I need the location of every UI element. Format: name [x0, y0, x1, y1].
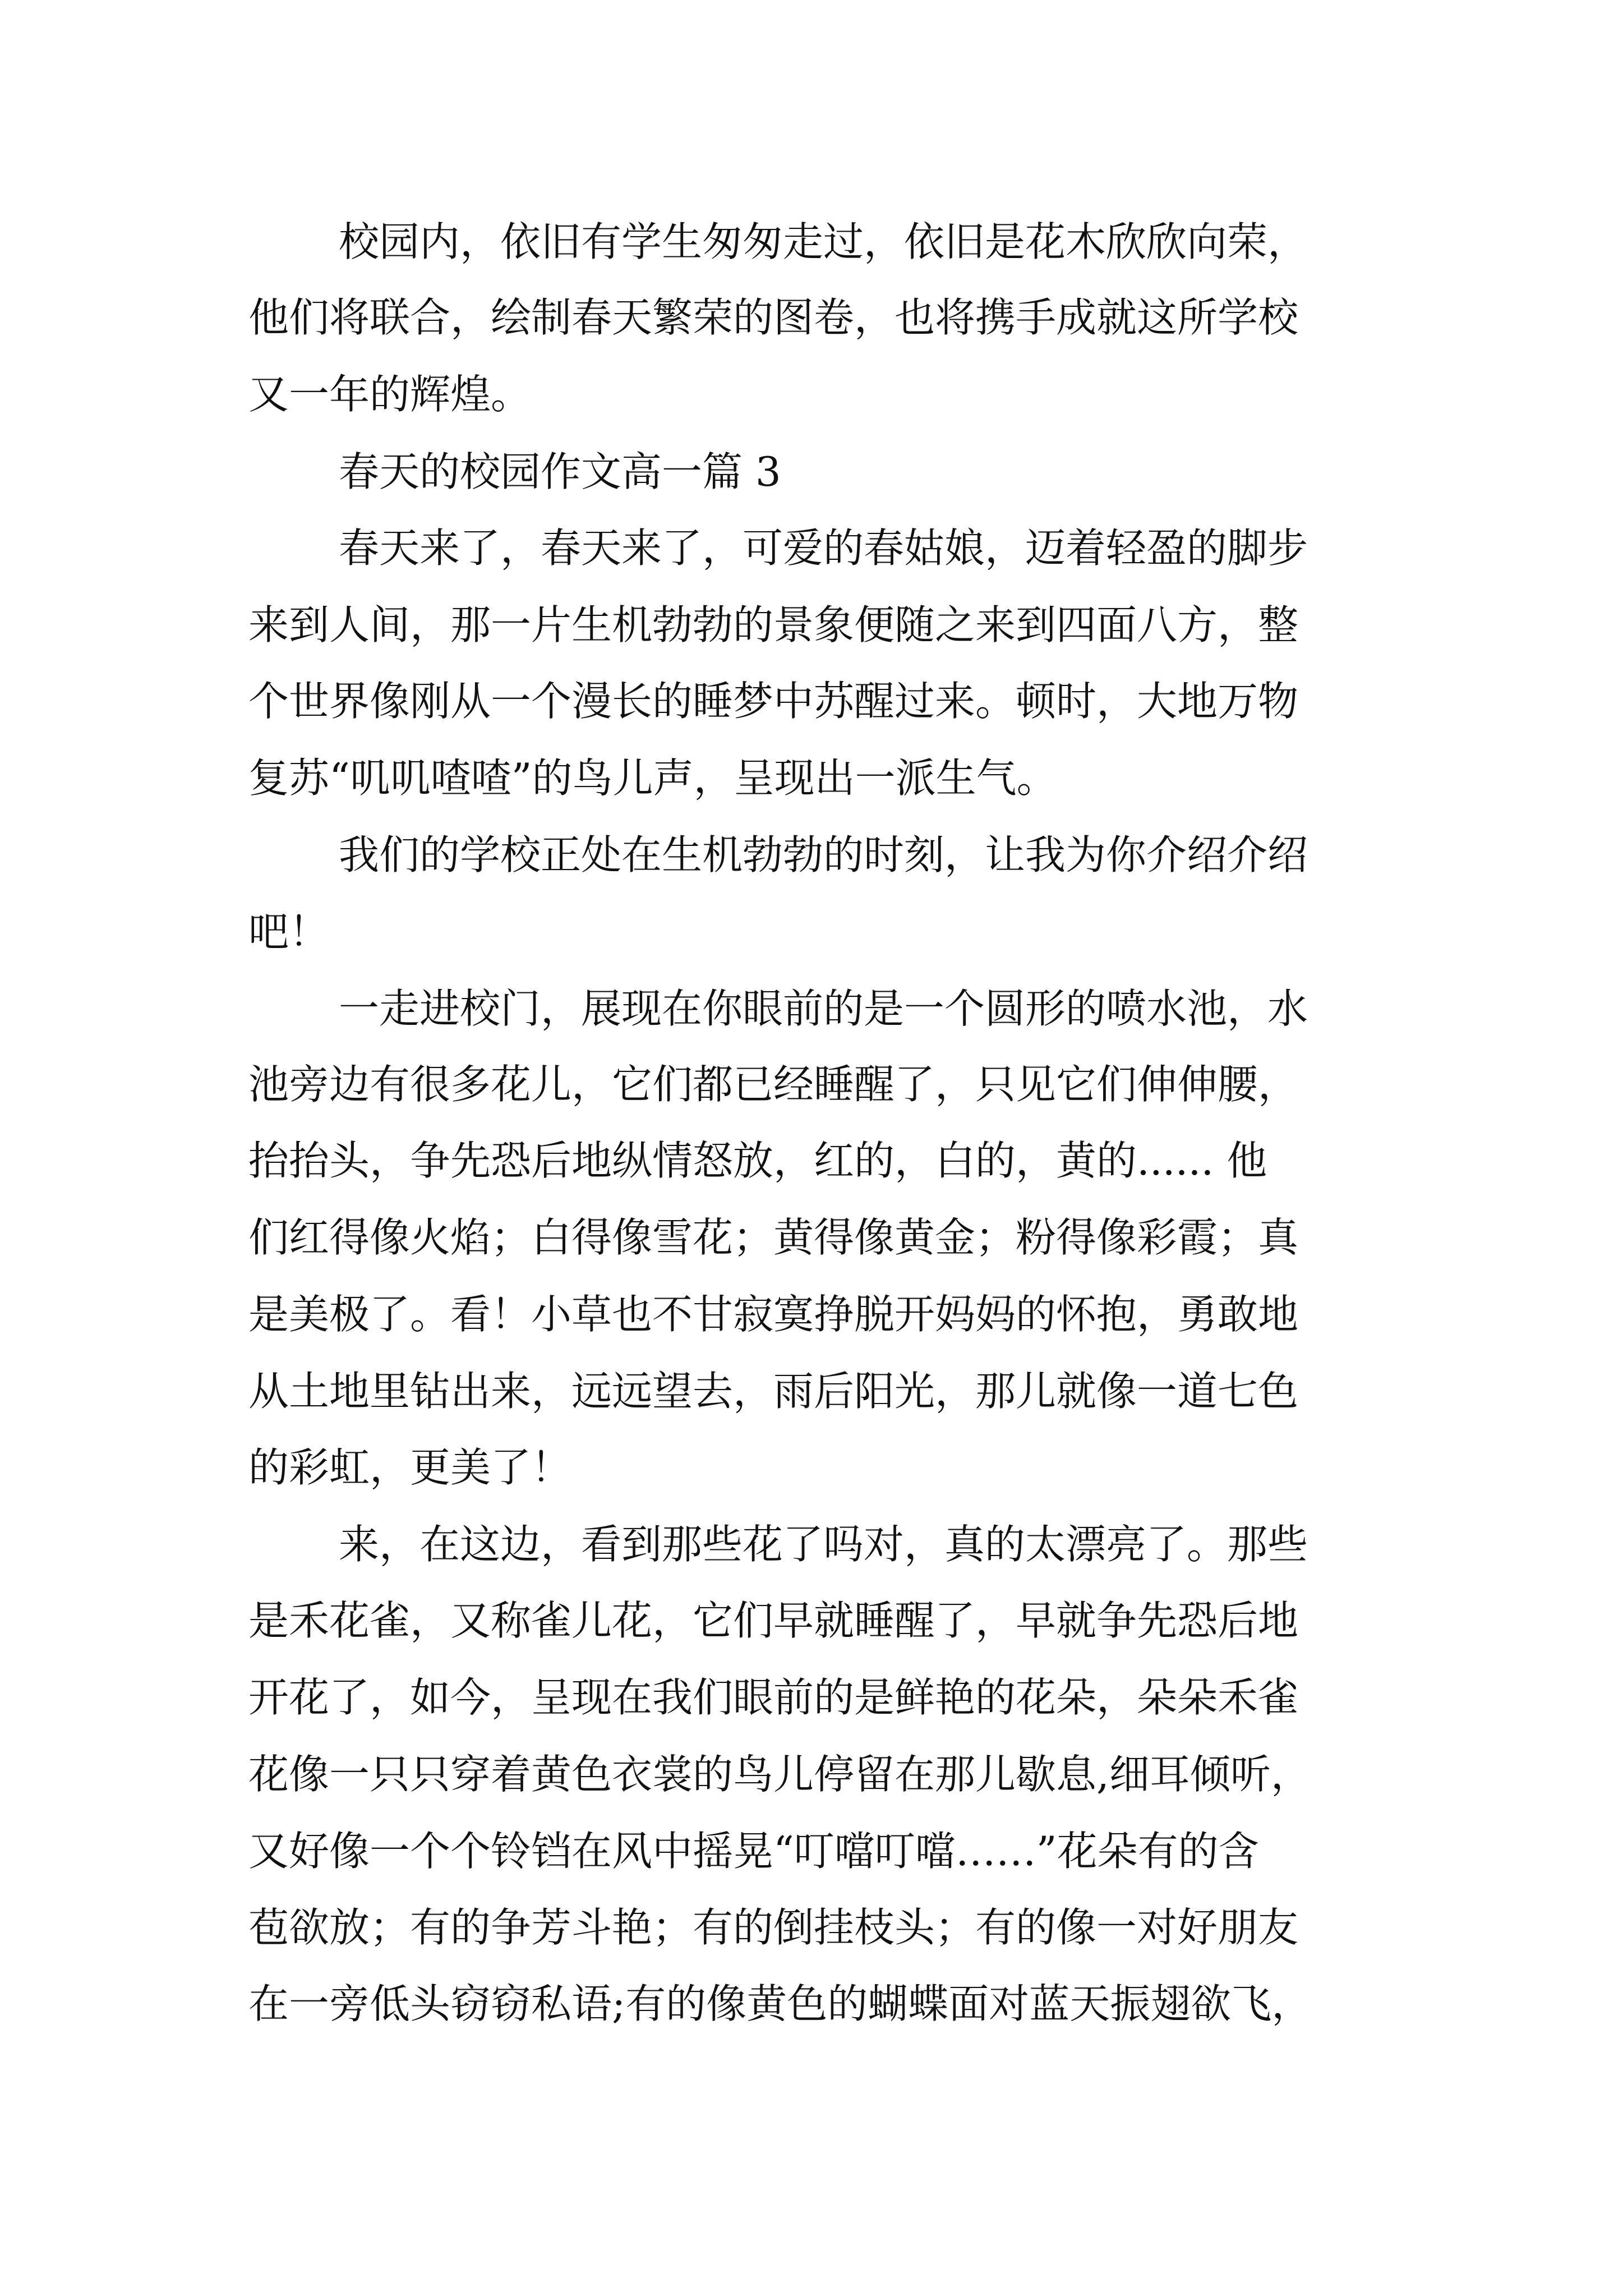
text-line: 苞欲放；有的争芳斗艳；有的倒挂枝头；有的像一对好朋友	[248, 1904, 1299, 1951]
text-line: 池旁边有很多花儿，它们都已经睡醒了，只见它们伸伸腰，	[248, 1061, 1299, 1108]
text-line: 花像一只只穿着黄色衣裳的鸟儿停留在那儿歇息,细耳倾听，	[248, 1751, 1311, 1798]
text-line: 开花了，如今，呈现在我们眼前的是鲜艳的花朵，朵朵禾雀	[248, 1674, 1299, 1721]
text-line: 来，在这边，看到那些花了吗对，真的太漂亮了。那些	[339, 1521, 1308, 1568]
text-line: 吧！	[248, 908, 330, 955]
text-line: 一走进校门，展现在你眼前的是一个圆形的喷水池，水	[339, 985, 1308, 1032]
text-line: 来到人间，那一片生机勃勃的景象便随之来到四面八方，整	[248, 601, 1299, 648]
text-line: 他们将联合，绘制春天繁荣的图卷，也将携手成就这所学校	[248, 294, 1299, 341]
text-line: 校园内，依旧有学生匆匆走过，依旧是花木欣欣向荣，	[339, 218, 1308, 265]
text-line: 复苏“叽叽喳喳”的鸟儿声，呈现出一派生气。	[248, 754, 1057, 802]
text-line: 们红得像火焰；白得像雪花；黄得像黄金；粉得像彩霞；真	[248, 1214, 1299, 1261]
text-line: 个世界像刚从一个漫长的睡梦中苏醒过来。顿时，大地万物	[248, 678, 1299, 725]
text-line: 又好像一个个铃铛在风中摇晃“叮噹叮噹……”花朵有的含	[248, 1828, 1259, 1875]
text-line: 从土地里钻出来，远远望去，雨后阳光，那儿就像一道七色	[248, 1368, 1299, 1415]
text-line: 的彩虹，更美了！	[248, 1444, 572, 1491]
text-line: 抬抬头，争先恐后地纵情怒放，红的，白的，黄的...... 他	[248, 1137, 1267, 1184]
text-line: 是美极了。看！小草也不甘寂寞挣脱开妈妈的怀抱，勇敢地	[248, 1291, 1299, 1338]
text-line: 我们的学校正处在生机勃勃的时刻，让我为你介绍介绍	[339, 831, 1308, 878]
section-heading: 春天的校园作文高一篇 3	[339, 448, 781, 495]
text-line: 春天来了，春天来了，可爱的春姑娘，迈着轻盈的脚步	[339, 524, 1308, 572]
text-line: 又一年的辉煌。	[248, 371, 532, 418]
text-line: 是禾花雀，又称雀儿花，它们早就睡醒了，早就争先恐后地	[248, 1597, 1299, 1644]
text-line: 在一旁低头窃窃私语;有的像黄色的蝴蝶面对蓝天振翅欲飞，	[248, 1980, 1312, 2027]
